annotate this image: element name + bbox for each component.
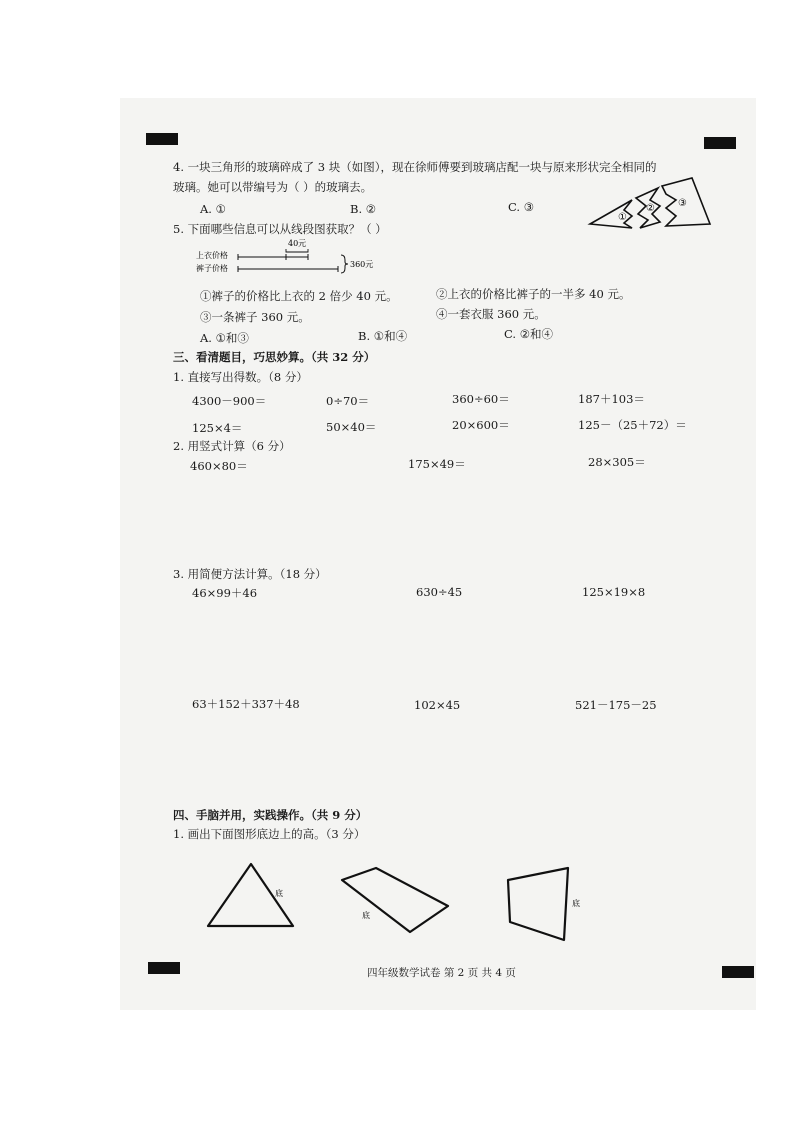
s3-part1-title: 1. 直接写出得数。（8 分）: [173, 370, 308, 384]
section3-heading: 三、看清题目，巧思妙算。（共 32 分）: [173, 350, 376, 364]
registration-mark-top-right: [704, 137, 736, 149]
parallelogram-base-label: 底: [362, 911, 370, 920]
triangle-figure: [205, 862, 300, 930]
oral-calc-8: 125－（25＋72）＝: [578, 418, 687, 432]
parallelogram-figure: [340, 866, 452, 936]
glass-piece-2-label: ②: [646, 203, 655, 214]
broken-glass-triangle-figure: [588, 176, 714, 232]
vertical-calc-2: 175×49＝: [408, 457, 466, 471]
q4-option-a: A. ①: [200, 202, 226, 216]
simple-calc-1: 46×99＋46: [192, 586, 258, 600]
oral-calc-2: 0÷70＝: [326, 394, 370, 408]
simple-calc-6: 521－175－25: [575, 698, 657, 712]
registration-mark-bottom-left: [148, 962, 180, 974]
simple-calc-4: 63＋152＋337＋48: [192, 697, 300, 711]
triangle-base-label: 底: [275, 889, 283, 898]
glass-piece-3-label: ③: [678, 198, 687, 209]
oral-calc-4: 187＋103＝: [578, 392, 645, 406]
shirt-price-label: 上衣价格: [196, 251, 228, 260]
q5-stem: 5. 下面哪些信息可以从线段图获取？（ ）: [173, 222, 387, 236]
oral-calc-6: 50×40＝: [326, 420, 377, 434]
oral-calc-3: 360÷60＝: [452, 392, 510, 406]
s3-part2-title: 2. 用竖式计算（6 分）: [173, 439, 291, 453]
diff-label: 40元: [288, 239, 307, 248]
q5-statement-3: ③一条裤子 360 元。: [200, 310, 310, 324]
simple-calc-5: 102×45: [414, 698, 461, 712]
vertical-calc-1: 460×80＝: [190, 459, 248, 473]
q5-option-c: C. ②和④: [504, 327, 554, 341]
q4-option-c: C. ③: [508, 200, 535, 214]
registration-mark-top-left: [146, 133, 178, 145]
vertical-calc-3: 28×305＝: [588, 455, 646, 469]
trapezoid-base-label: 底: [572, 899, 580, 908]
section4-heading: 四、手脑并用，实践操作。（共 9 分）: [173, 808, 368, 822]
q5-option-b: B. ①和④: [358, 329, 408, 343]
s3-part3-title: 3. 用简便方法计算。（18 分）: [173, 567, 327, 581]
total-label: 360元: [350, 260, 374, 269]
pants-price-label: 裤子价格: [196, 264, 228, 273]
page-footer: 四年级数学试卷 第 2 页 共 4 页: [367, 967, 516, 979]
q5-statement-4: ④一套衣服 360 元。: [436, 307, 546, 321]
oral-calc-5: 125×4＝: [192, 421, 243, 435]
q5-statement-2: ②上衣的价格比裤子的一半多 40 元。: [436, 287, 631, 301]
oral-calc-7: 20×600＝: [452, 418, 510, 432]
oral-calc-1: 4300－900＝: [192, 394, 267, 408]
trapezoid-figure: [506, 864, 586, 944]
q4-stem-line2: 玻璃。她可以带编号为（ ）的玻璃去。: [173, 180, 373, 194]
glass-piece-1-label: ①: [618, 212, 627, 223]
q4-stem-line1: 4. 一块三角形的玻璃碎成了 3 块（如图），现在徐师傅要到玻璃店配一块与原来形状完全相同的: [173, 160, 657, 174]
registration-mark-bottom-right: [722, 966, 754, 978]
q5-option-a: A. ①和③: [200, 331, 249, 345]
q4-option-b: B. ②: [350, 202, 377, 216]
q5-statement-1: ①裤子的价格比上衣的 2 倍少 40 元。: [200, 289, 398, 303]
simple-calc-3: 125×19×8: [582, 585, 646, 599]
simple-calc-2: 630÷45: [416, 585, 463, 599]
segment-diagram: [196, 237, 374, 277]
s4-part1-title: 1. 画出下面图形底边上的高。（3 分）: [173, 827, 366, 841]
